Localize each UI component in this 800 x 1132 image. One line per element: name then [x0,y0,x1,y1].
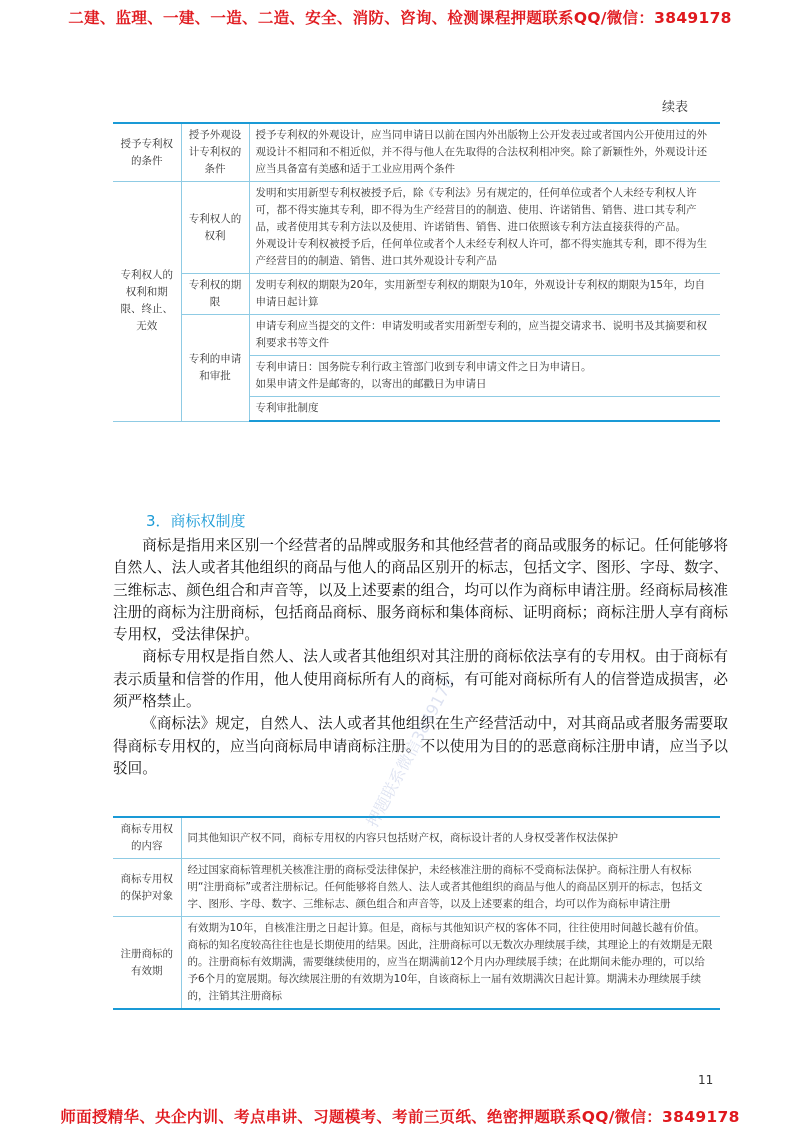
table1-text-application-docs: 申请专利应当提交的文件：申请发明或者实用新型专利的，应当提交请求书、说明书及其摘要和权利要求书等文件 [249,315,720,356]
rights-text-invention: 发明和实用新型专利权被授予后，除《专利法》另有规定的，任何单位或者个人未经专利权人许可，都不得实施其专利，即不得为生产经营目的的制造、使用、许诺销售、销售、进口其专利产品，或者使用其专利方法以及使用、许诺销售、销售、进口依照该专利方法直接获得的产品。 [255,187,697,233]
table-row [113,274,720,315]
table-row [113,817,720,859]
table2-text-content: 同其他知识产权不同，商标专用权的内容只包括财产权，商标设计者的人身权受著作权法保护 [181,817,720,859]
section-title: 3．商标权制度 [146,512,246,530]
table-row [113,917,720,1010]
rights-text-design: 外观设计专利权被授予后，任何单位或者个人未经专利权人许可，都不得实施其专利，即不得为生产经营目的的制造、销售、进口其外观设计专利产品 [255,238,707,267]
table2-category-validity: 注册商标的有效期 [113,917,181,1010]
paragraph: 商标是指用来区别一个经营者的品牌或服务和其他经营者的商品或服务的标记。任何能够将自然人、法人或者其他组织的商品与他人的商品区别开的标志，包括文字、图形、字母、数字、三维标志、颜色组合和声音等，以及上述要素的组合，均可以作为商标申请注册。经商标局核准注册的商标为注册商标，包括商品商标、服务商标和集体商标、证明商标；商标注册人享有商标专用权，受法律保护。 [113,537,728,644]
table1-text-rights [249,182,720,274]
patent-table [113,122,720,422]
table-row [113,315,720,356]
table1-sub-rights: 专利权人的权利 [181,182,249,274]
trademark-table [113,816,720,1010]
table2-category-protection: 商标专用权的保护对象 [113,859,181,917]
table1-category-rights: 专利权人的权利和期限、终止、无效 [113,182,181,422]
paragraph: 《商标法》规定，自然人、法人或者其他组织在生产经营活动中，对其商品或者服务需要取得商标专用权的，应当向商标局申请商标注册。不以使用为目的的恶意商标注册申请，应当予以驳回。 [113,715,728,777]
page-number: 11 [698,1073,714,1087]
table-row [113,859,720,917]
application-date-line: 专利申请日：国务院专利行政主管部门收到专利申请文件之日为申请日。 [255,361,592,373]
watermark: 押题联系微信3849178 [362,673,458,831]
table1-text-approval: 专利审批制度 [249,397,720,422]
table1-sub-application: 专利的申请和审批 [181,315,249,422]
table2-text-validity: 有效期为10年，自核准注册之日起计算。但是，商标与其他知识产权的客体不同，往往使用时间越长越有价值。商标的知名度较高往往也是长期使用的结果。因此，注册商标可以无数次办理续展手续，其理论上的有效期是无限的。注册商标有效期满，需要继续使用的，应当在期满前12个月内办理续展手续；在此期间未能办理的，可以给予6个月的宽展期。每次续展注册的有效期为10年，自该商标上一届有效期满次日起计算。期满未办理续展手续的，注销其注册商标 [181,917,720,1010]
top-promo-banner: 二建、监理、一建、一造、二造、安全、消防、咨询、检测课程押题联系QQ/微信：3849178 [68,9,732,27]
table-row [113,123,720,182]
table1-sub-design-conditions: 授予外观设计专利权的条件 [181,123,249,182]
table1-text-design-conditions: 授予专利权的外观设计，应当同申请日以前在国内外出版物上公开发表过或者国内公开使用过的外观设计不相同和不相近似，并不得与他人在先取得的合法权利相冲突。除了新颖性外，外观设计还应当具备富有美感和适于工业应用两个条件 [249,123,720,182]
application-mail-line: 如果申请文件是邮寄的，以寄出的邮戳日为申请日 [255,378,487,390]
table1-category-grant: 授予专利权的条件 [113,123,181,182]
table2-text-protection: 经过国家商标管理机关核准注册的商标受法律保护，未经核准注册的商标不受商标法保护。商标注册人有权标明“注册商标”或者注册标记。任何能够将自然人、法人或者其他组织的商品与他人的商品区别开的标志，包括文字、图形、字母、数字、三维标志、颜色组合和声音等，以及上述要素的组合，均可以作为商标申请注册 [181,859,720,917]
paragraph: 商标专用权是指自然人、法人或者其他组织对其注册的商标依法享有的专用权。由于商标有表示质量和信誉的作用，他人使用商标所有人的商标，有可能对商标所有人的信誉造成损害，必须严格禁止。 [113,648,728,711]
table1-text-application-date [249,356,720,397]
table-row [113,182,720,274]
table2-category-content: 商标专用权的内容 [113,817,181,859]
continued-label: 续表 [662,100,689,115]
bottom-promo-banner: 师面授精华、央企内训、考点串讲、习题模考、考前三页纸、绝密押题联系QQ/微信：3849178 [60,1108,740,1126]
table1-text-term: 发明专利权的期限为20年，实用新型专利权的期限为10年，外观设计专利权的期限为15年，均自申请日起计算 [249,274,720,315]
table1-sub-term: 专利权的期限 [181,274,249,315]
